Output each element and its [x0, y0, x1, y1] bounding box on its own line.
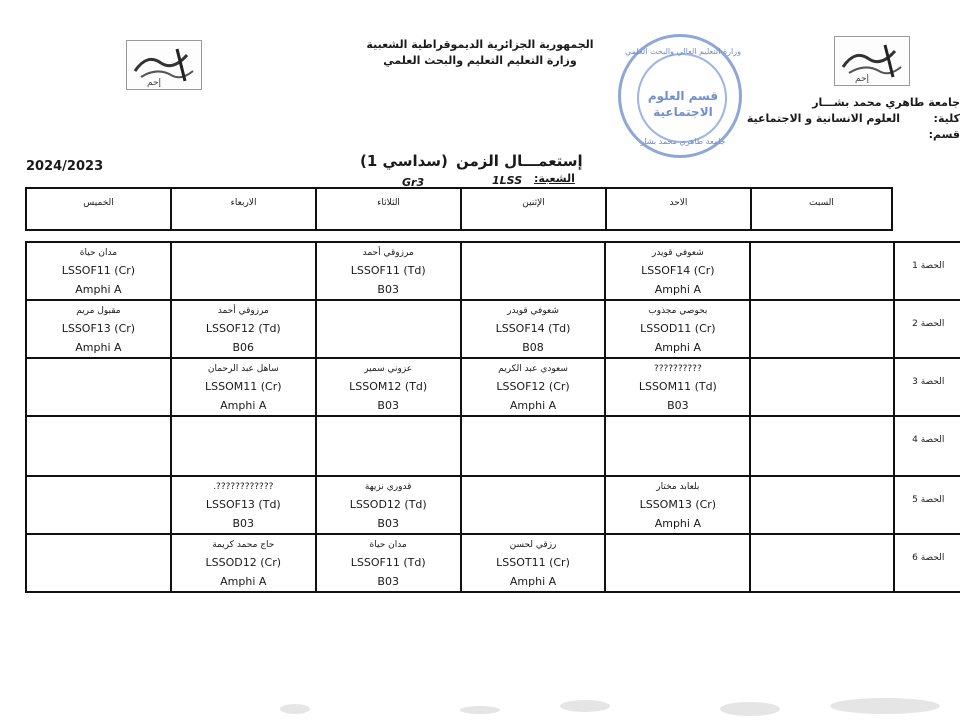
professor-name — [462, 417, 605, 419]
period-label-cell — [894, 300, 960, 358]
schedule-cell — [26, 358, 171, 416]
room-name: B03 — [667, 399, 689, 412]
course-code: LSSOM11 (Td) — [638, 380, 717, 393]
room-name: B03 — [377, 399, 399, 412]
period-label-cell — [894, 242, 960, 300]
professor-name: مدان حياة — [79, 248, 118, 258]
professor-name: ?????????? — [653, 364, 702, 374]
period-row — [26, 358, 960, 416]
room-name: Amphi A — [509, 575, 557, 588]
day-header-monday — [461, 188, 606, 230]
professor-name — [751, 417, 893, 419]
professor-name: ????????????. — [213, 482, 274, 492]
professor-name — [27, 535, 170, 537]
room-name: B08 — [522, 341, 544, 354]
room-name: Amphi A — [654, 341, 701, 354]
professor-name — [751, 301, 893, 303]
schedule-cell — [171, 534, 316, 592]
course-code: LSSOF13 (Td) — [205, 498, 281, 511]
room-name: Amphi A — [220, 399, 267, 412]
professor-name: ساهل عبد الرحمان — [207, 364, 279, 374]
right-logo-text: إحم — [855, 74, 870, 84]
professor-name: سعودي عبد الكريم — [498, 364, 568, 374]
schedule-cell — [461, 358, 606, 416]
scan-smudge — [280, 704, 310, 714]
calligraphy-logo-icon — [835, 37, 909, 85]
professor-name: بحوصي مجذوب — [648, 306, 708, 316]
schedule-cell — [316, 416, 461, 476]
university-name: جامعة طاهري محمد بشـــار — [812, 96, 960, 109]
day-label: الإثنين — [522, 198, 545, 208]
course-code: LSSOF11 (Td) — [350, 264, 426, 277]
course-code: LSSOF14 (Cr) — [641, 264, 715, 277]
official-stamp — [618, 34, 742, 158]
period-label-cell — [894, 358, 960, 416]
stamp-mid-text: قسم العلوم — [647, 89, 719, 103]
professor-name — [751, 477, 893, 479]
course-code: LSSOF11 (Cr) — [61, 264, 136, 277]
course-code: LSSOF11 (Td) — [350, 556, 426, 569]
republic-title: الجمهورية الجزائرية الديموقراطية الشعبية — [366, 38, 594, 51]
course-code: LSSOF14 (Td) — [495, 322, 571, 335]
professor-name — [317, 301, 460, 303]
course-code: LSSOD12 (Td) — [349, 498, 427, 511]
room-name: B03 — [377, 283, 399, 296]
group-label: Gr3 — [402, 176, 425, 189]
schedule-cell — [461, 300, 606, 358]
scan-smudge — [460, 706, 500, 714]
professor-name: مرزوقي أحمد — [217, 306, 269, 316]
course-code: LSSOM11 (Cr) — [205, 380, 282, 393]
day-header-wednesday — [171, 188, 316, 230]
room-name: B03 — [377, 517, 399, 530]
period-label: الحصة 2 — [912, 319, 945, 329]
professor-name — [172, 417, 315, 419]
period-row — [26, 242, 960, 300]
professor-name — [317, 417, 460, 419]
day-header-sunday — [606, 188, 751, 230]
period-label-cell — [894, 416, 960, 476]
professor-name — [27, 359, 170, 361]
branch-label: الشعبة: — [534, 172, 575, 185]
period-row — [26, 534, 960, 592]
schedule-cell — [26, 300, 171, 358]
schedule-cell — [171, 416, 316, 476]
period-label-cell — [894, 534, 960, 592]
scan-smudge — [720, 702, 780, 716]
professor-name — [462, 243, 605, 245]
day-header-thursday — [26, 188, 171, 230]
room-name: Amphi A — [509, 399, 557, 412]
course-code: LSSOT11 (Cr) — [496, 556, 570, 569]
department-label: قسم: — [928, 128, 960, 141]
period-row — [26, 300, 960, 358]
schedule-cell — [316, 242, 461, 300]
faculty-value: العلوم الانسانية و الاجتماعية — [746, 112, 900, 125]
schedule-cell — [316, 476, 461, 534]
day-label: الاحد — [669, 198, 688, 208]
room-name: B03 — [232, 517, 255, 530]
left-logo — [126, 40, 202, 90]
day-header-tuesday — [316, 188, 461, 230]
academic-year: 2024/2023 — [26, 159, 104, 174]
schedule-cell — [171, 300, 316, 358]
room-name: Amphi A — [220, 575, 267, 588]
day-header-table — [25, 187, 893, 231]
calligraphy-logo-icon — [127, 41, 201, 89]
faculty-label: كلية: — [933, 112, 960, 125]
schedule-cell — [750, 476, 894, 534]
schedule-cell — [461, 476, 606, 534]
day-header-saturday — [751, 188, 892, 230]
professor-name: عزوني سمير — [364, 364, 413, 374]
schedule-cell — [605, 300, 750, 358]
right-logo — [834, 36, 910, 86]
scan-smudge — [560, 700, 610, 712]
schedule-cell — [750, 416, 894, 476]
room-name: Amphi A — [75, 341, 122, 354]
course-code: LSSOF12 (Cr) — [496, 380, 570, 393]
scan-smudge — [830, 698, 940, 714]
professor-name — [606, 417, 749, 419]
course-code: LSSOM13 (Cr) — [639, 498, 717, 511]
schedule-cell — [26, 534, 171, 592]
professor-name — [606, 535, 749, 537]
professor-name: بلعابد مختار — [656, 482, 700, 492]
schedule-cell — [171, 358, 316, 416]
day-header-row — [26, 188, 892, 230]
schedule-cell — [750, 300, 894, 358]
period-label: الحصة 5 — [912, 495, 945, 505]
schedule-cell — [171, 476, 316, 534]
professor-name — [27, 417, 170, 419]
day-label: الاربعاء — [230, 198, 257, 208]
course-code: LSSOF12 (Td) — [205, 322, 281, 335]
period-label: الحصة 6 — [912, 553, 945, 563]
course-code: LSSOD12 (Cr) — [205, 556, 282, 569]
schedule-cell — [605, 416, 750, 476]
schedule-cell — [316, 358, 461, 416]
professor-name: شعوفي قويدر — [507, 306, 559, 316]
schedule-cell — [26, 416, 171, 476]
schedule-grid — [25, 241, 960, 593]
period-label: الحصة 3 — [912, 377, 945, 387]
room-name: B03 — [377, 575, 399, 588]
schedule-cell — [750, 358, 894, 416]
professor-name — [751, 535, 893, 537]
schedule-cell — [605, 358, 750, 416]
room-name: B06 — [232, 341, 255, 354]
professor-name: مقبول مريم — [76, 306, 121, 316]
course-code: LSSOF13 (Cr) — [61, 322, 136, 335]
day-label: السبت — [809, 198, 834, 208]
branch-value: 1LSS — [492, 174, 523, 187]
schedule-cell — [461, 416, 606, 476]
professor-name — [751, 359, 893, 361]
schedule-cell — [605, 242, 750, 300]
room-name: Amphi A — [654, 517, 701, 530]
schedule-cell — [26, 476, 171, 534]
period-row — [26, 476, 960, 534]
professor-name: قدوري نزيهة — [364, 482, 412, 492]
professor-name: مدان حياة — [369, 540, 407, 550]
room-name: Amphi A — [654, 283, 701, 296]
period-label: الحصة 1 — [912, 261, 945, 271]
period-row — [26, 416, 960, 476]
professor-name — [172, 243, 315, 245]
day-label: الثلاثاء — [377, 198, 400, 208]
professor-name: مرزوقي أحمد — [362, 248, 414, 258]
schedule-cell — [605, 534, 750, 592]
period-label-cell — [894, 476, 960, 534]
room-name: Amphi A — [75, 283, 122, 296]
schedule-cell — [461, 534, 606, 592]
stamp-mid2-text: الاجتماعية — [653, 105, 713, 119]
ministry-title: وزارة التعليم التعليم والبحث العلمي — [383, 54, 577, 67]
schedule-cell — [316, 300, 461, 358]
course-code: LSSOD11 (Cr) — [640, 322, 716, 335]
period-label: الحصة 4 — [912, 435, 945, 445]
schedule-cell — [26, 242, 171, 300]
schedule-cell — [461, 242, 606, 300]
professor-name: شعوفي قويدر — [651, 248, 704, 258]
professor-name: رزقي لحسن — [509, 540, 557, 550]
stamp-top-text: وزارة التعليم العالي والبحث العلمي — [625, 47, 741, 56]
schedule-title: إستعمـــال الزمن — [456, 152, 583, 170]
professor-name — [27, 477, 170, 479]
schedule-cell — [316, 534, 461, 592]
professor-name — [751, 243, 893, 245]
professor-name — [462, 477, 605, 479]
semester-label: (سداسي 1) — [360, 152, 448, 170]
stamp-bottom-text: جامعة طاهري محمد بشار — [640, 137, 726, 146]
day-label: الخميس — [83, 198, 114, 208]
course-code: LSSOM12 (Td) — [349, 380, 428, 393]
schedule-cell — [750, 534, 894, 592]
schedule-cell — [605, 476, 750, 534]
left-logo-text: إحم — [147, 78, 162, 88]
professor-name: حاج محمد كريمة — [212, 540, 275, 550]
schedule-cell — [171, 242, 316, 300]
schedule-cell — [750, 242, 894, 300]
